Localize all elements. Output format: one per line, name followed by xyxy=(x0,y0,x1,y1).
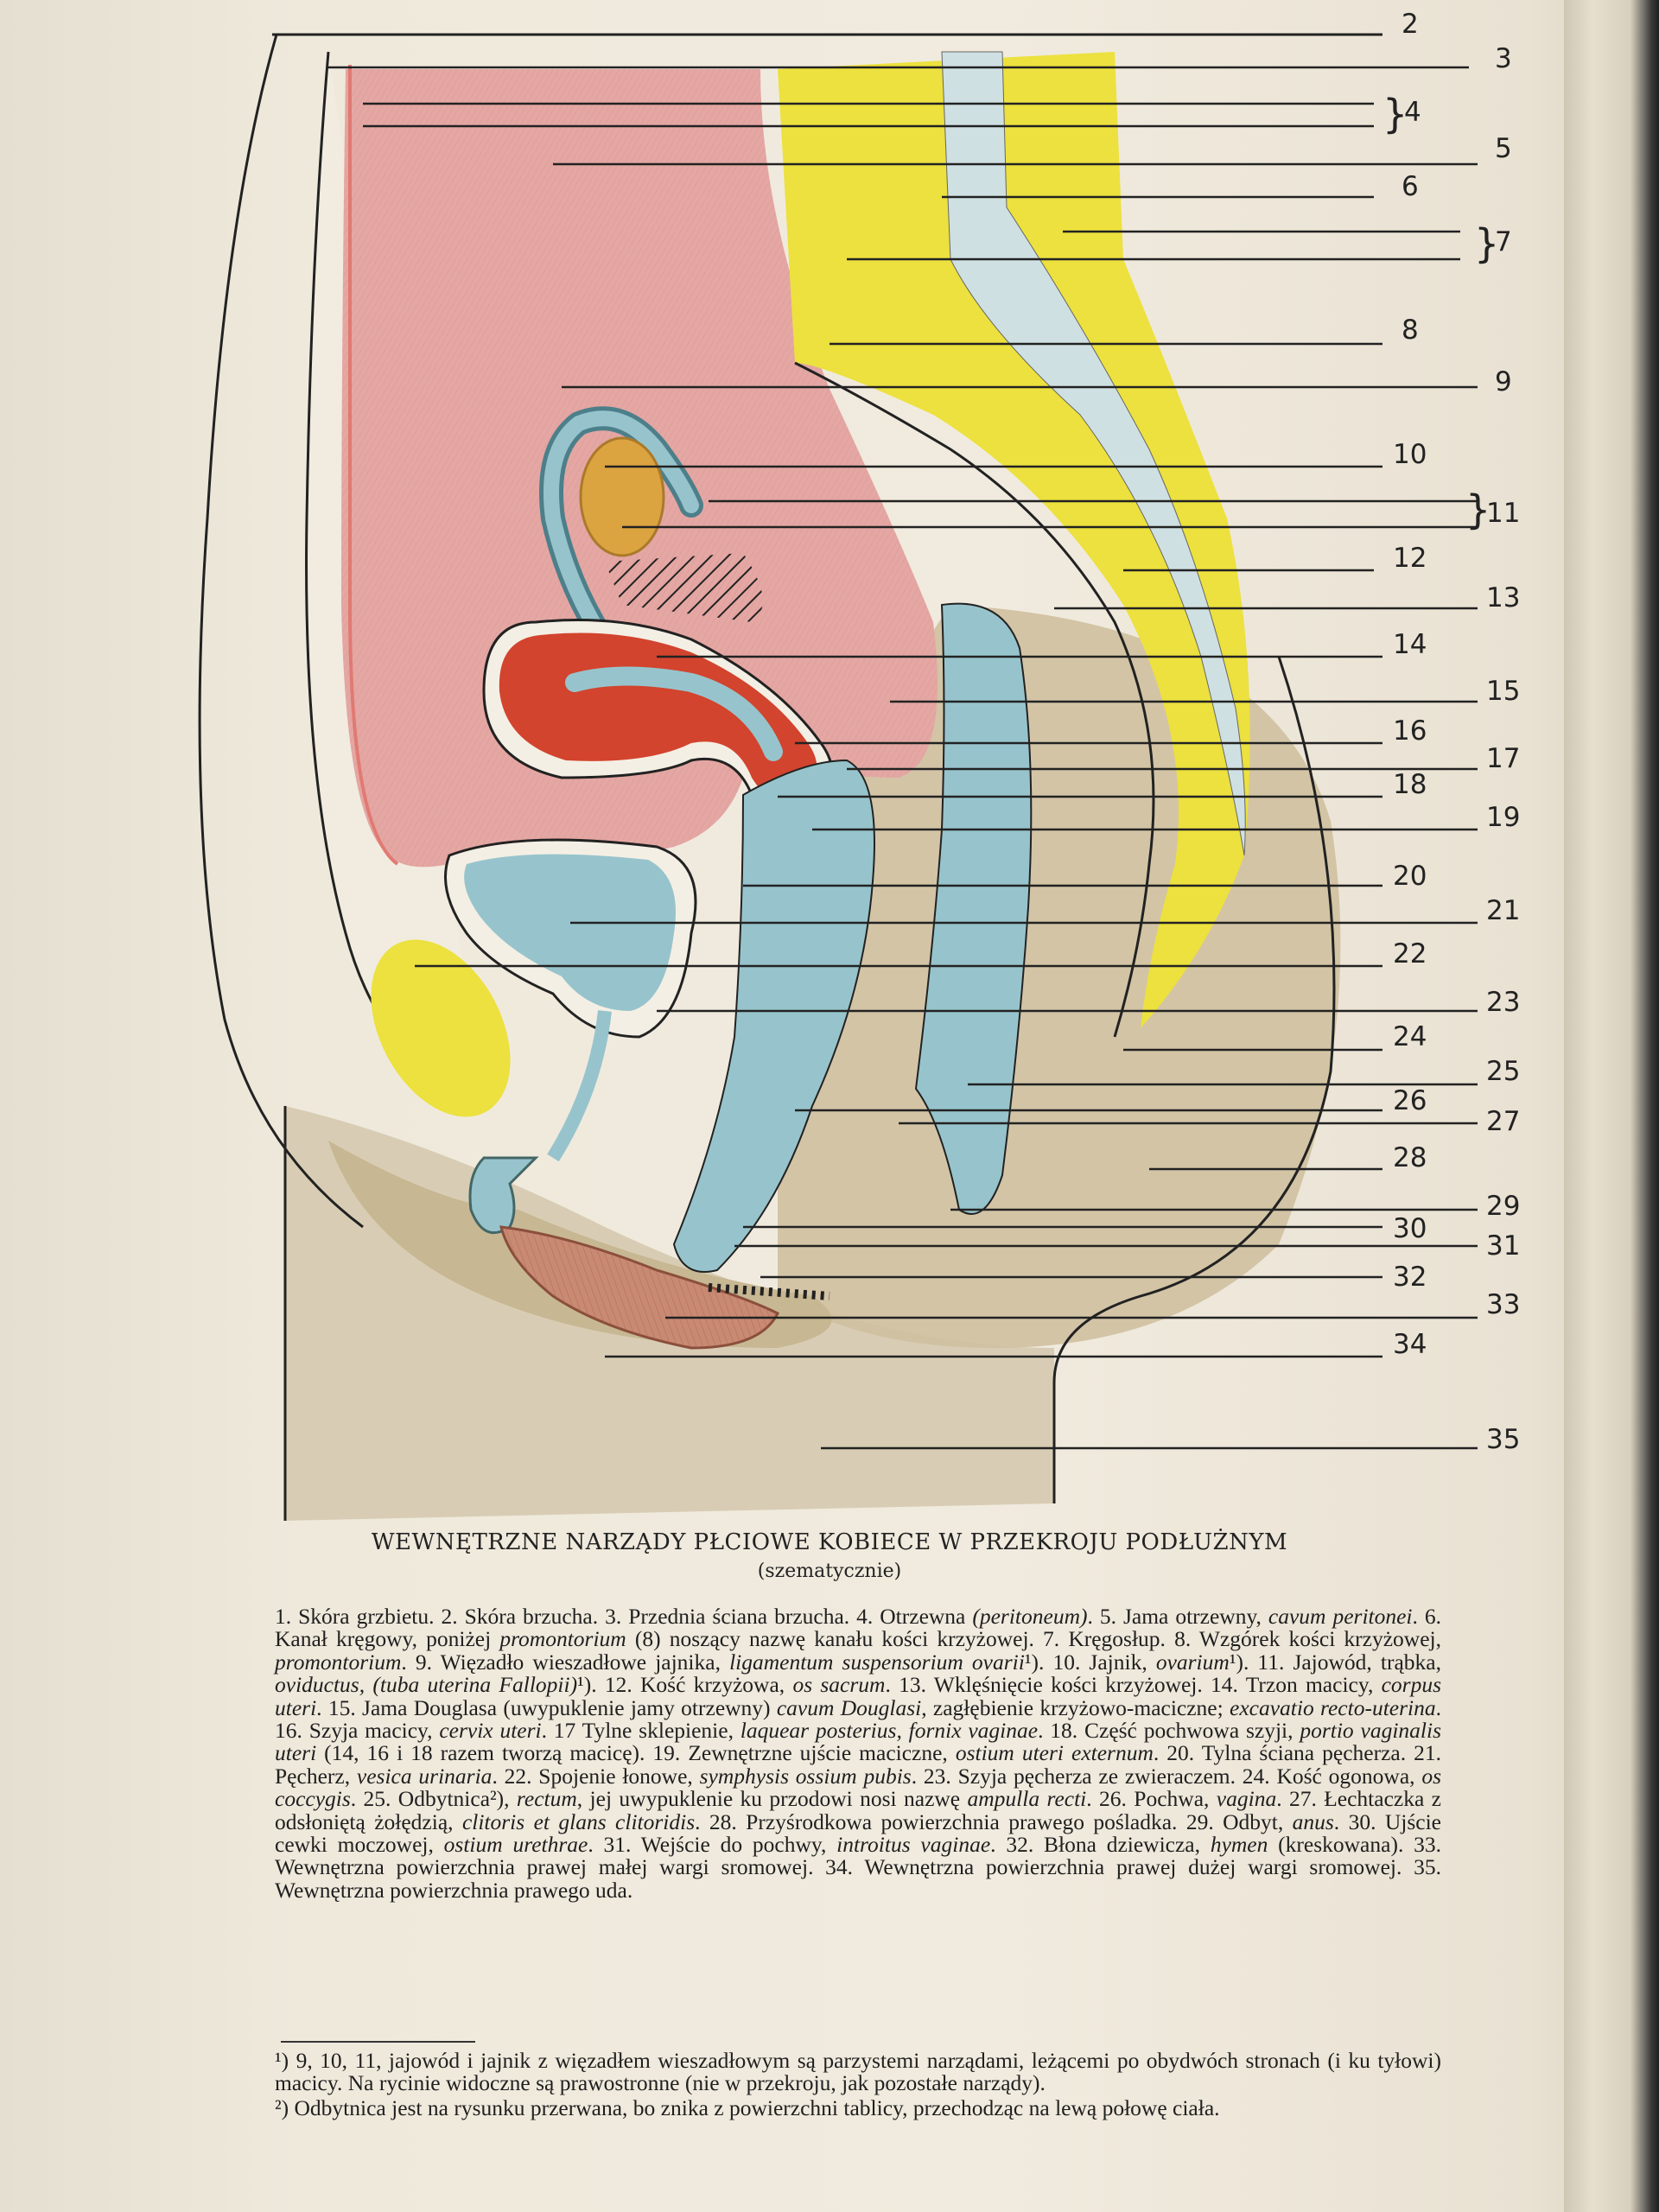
legend-latin-term: rectum xyxy=(516,1786,577,1812)
label-7: 7 xyxy=(1495,226,1512,257)
label-33: 33 xyxy=(1486,1289,1521,1320)
label-27: 27 xyxy=(1486,1106,1521,1137)
legend-latin-term: ligamentum suspensorium ovarii xyxy=(729,1649,1025,1675)
legend-text: . 18. Część pochwowa szyji, xyxy=(1038,1718,1300,1744)
legend-text: . 30. Ujście cewki moczowej, xyxy=(275,1808,1441,1858)
label-9: 9 xyxy=(1495,366,1512,397)
legend-text: . 17 Tylne sklepienie, xyxy=(541,1718,741,1744)
legend-latin-term: clitoris et glans clitoridis xyxy=(461,1808,696,1834)
label-16: 16 xyxy=(1393,715,1427,747)
legend-text: (kreskowana). 33. Wewnętrzna powierzchnia prawej małej wargi sromowej. 34. Wewnętrzna powierzchnia prawej dużej wargi sromowej. 35. Wewnętrzna powierzchnia prawego uda. xyxy=(275,1832,1441,1903)
label-14: 14 xyxy=(1393,629,1427,660)
legend-text: , jej uwypuklenie ku przodowi nosi nazwę xyxy=(576,1786,968,1812)
legend-text: . 5. Jama otrzewny, xyxy=(1087,1604,1268,1629)
legend-text: . 22. Spojenie łonowe, xyxy=(492,1763,700,1789)
footnote-1: ¹) 9, 10, 11, jajowód i jajnik z więzadłem wieszadłowym są parzystemi narządami, leżącemi po obydwóch stronach (i ku tyłowi) macicy. Na rycinie widoczne są prawostronne (nie w przekroju, jak pozostałe narządy). xyxy=(275,2048,1441,2096)
label-12: 12 xyxy=(1393,543,1427,574)
legend-text: ¹). 12. Kość krzyżowa, xyxy=(577,1672,793,1698)
legend-latin-term: laquear posterius, fornix vaginae xyxy=(740,1718,1039,1744)
label-4-brace: } xyxy=(1382,91,1408,137)
label-5: 5 xyxy=(1495,133,1512,164)
label-24: 24 xyxy=(1393,1021,1427,1052)
label-20: 20 xyxy=(1393,861,1427,892)
figure-subtitle: (szematycznie) xyxy=(757,1560,902,1582)
urethra xyxy=(553,1011,605,1158)
legend-latin-term: cavum peritonei xyxy=(1268,1604,1413,1629)
label-3: 3 xyxy=(1495,43,1512,74)
footnote-2: ²) Odbytnica jest na rysunku przerwana, bo znika z powierzchni tablicy, przechodząc na lewą połowę ciała. xyxy=(275,2094,1220,2120)
label-22: 22 xyxy=(1393,938,1427,969)
legend-text: . 27. Łechtaczka z odsłoniętą żołędzią, xyxy=(275,1786,1441,1834)
legend-latin-term: hymen xyxy=(1210,1832,1268,1858)
legend-latin-term: ostium urethrae xyxy=(443,1832,588,1858)
label-11: 11 xyxy=(1486,498,1521,529)
legend-text: . 25. Odbytnica²), xyxy=(350,1786,517,1812)
legend-text: (14, 16 i 18 razem tworzą macicę). 19. Zewnętrzne ujście maciczne, xyxy=(316,1740,956,1766)
legend-text: ¹). 11. Jajowód, trąbka, xyxy=(1229,1649,1441,1675)
label-10: 10 xyxy=(1393,439,1427,470)
legend-latin-term: introitus vaginae xyxy=(836,1832,991,1858)
label-7-brace: } xyxy=(1474,220,1500,267)
legend-text: ¹). 10. Jajnik, xyxy=(1024,1649,1156,1675)
label-4: 4 xyxy=(1404,97,1421,128)
legend-text: . 16. Szyja macicy, xyxy=(275,1694,1441,1744)
label-25: 25 xyxy=(1486,1056,1521,1087)
label-6: 6 xyxy=(1402,171,1419,202)
legend-text: . 28. Przyśrodkowa powierzchnia prawego pośladka. 29. Odbyt, xyxy=(695,1808,1293,1834)
figure-title: WEWNĘTRZNE NARZĄDY PŁCIOWE KOBIECE W PRZEKROJU PODŁUŻNYM xyxy=(371,1529,1288,1555)
legend-latin-term: (peritoneum) xyxy=(972,1604,1088,1629)
label-32: 32 xyxy=(1393,1262,1427,1293)
legend-text: . 20. Tylna ściana pęcherza. 21. Pęcherz, xyxy=(275,1740,1441,1789)
legend-latin-term: cavum Douglasi xyxy=(776,1694,922,1720)
legend-latin-term: excavatio recto-uterina xyxy=(1230,1694,1436,1720)
legend-text: . 15. Jama Douglasa (uwypuklenie jamy otrzewny) xyxy=(316,1694,777,1720)
legend-latin-term: vesica urinaria xyxy=(356,1763,493,1789)
label-23: 23 xyxy=(1486,987,1521,1018)
legend-latin-term: os sacrum xyxy=(792,1672,886,1698)
ovary xyxy=(581,438,664,556)
legend-latin-term: ostium uteri externum xyxy=(955,1740,1154,1766)
legend-text: (8) noszący nazwę kanału kości krzyżowej. 7. Kręgosłup. 8. Wzgórek kości krzyżowej, xyxy=(626,1626,1441,1652)
label-8: 8 xyxy=(1402,315,1419,346)
legend-text: . 31. Wejście do pochwy, xyxy=(588,1832,837,1858)
label-29: 29 xyxy=(1486,1191,1521,1222)
label-19: 19 xyxy=(1486,802,1521,833)
label-17: 17 xyxy=(1486,743,1521,774)
label-11-brace: } xyxy=(1465,486,1491,533)
label-35: 35 xyxy=(1486,1424,1521,1455)
figure-legend xyxy=(275,1605,1441,1902)
label-31: 31 xyxy=(1486,1230,1521,1262)
legend-latin-term: ampulla recti xyxy=(967,1786,1087,1812)
footnotes xyxy=(275,2050,1441,2121)
legend-text: . 23. Szyja pęcherza ze zwieraczem. 24. Kość ogonowa, xyxy=(911,1763,1422,1789)
label-13: 13 xyxy=(1486,582,1521,613)
legend-text: . 32. Błona dziewicza, xyxy=(990,1832,1211,1858)
legend-latin-term: portio vaginalis uteri xyxy=(275,1718,1442,1766)
legend-text: . 6. Kanał kręgowy, poniżej xyxy=(275,1604,1442,1652)
legend-latin-term: cervix uteri xyxy=(439,1718,542,1744)
label-15: 15 xyxy=(1486,676,1521,707)
legend-text: 1. Skóra grzbietu. 2. Skóra brzucha. 3. Przednia ściana brzucha. 4. Otrzewna xyxy=(275,1604,973,1629)
legend-text: , zagłębienie krzyżowo-maciczne; xyxy=(921,1694,1230,1720)
figure-labels xyxy=(1382,9,1520,1455)
legend-latin-term: os coccygis xyxy=(275,1763,1442,1812)
label-30: 30 xyxy=(1393,1213,1427,1244)
legend-latin-term: ovarium xyxy=(1155,1649,1230,1675)
label-18: 18 xyxy=(1393,769,1427,800)
label-26: 26 xyxy=(1393,1085,1427,1116)
label-21: 21 xyxy=(1486,895,1521,926)
legend-latin-term: symphysis ossium pubis xyxy=(699,1763,912,1789)
label-28: 28 xyxy=(1393,1142,1427,1173)
legend-latin-term: promontorium xyxy=(275,1649,402,1675)
legend-latin-term: oviductus, (tuba uterina Fallopii) xyxy=(275,1672,578,1698)
label-2: 2 xyxy=(1402,9,1419,40)
legend-latin-term: corpus uteri xyxy=(275,1672,1442,1720)
footnote-rule xyxy=(281,2041,475,2043)
legend-latin-term: promontorium xyxy=(499,1626,626,1652)
legend-latin-term: vagina xyxy=(1216,1786,1277,1812)
legend-latin-term: anus xyxy=(1292,1808,1334,1834)
label-34: 34 xyxy=(1393,1329,1427,1360)
legend-text: . 9. Więzadło wieszadłowe jajnika, xyxy=(401,1649,730,1675)
legend-text: . 13. Wklęśnięcie kości krzyżowej. 14. Trzon macicy, xyxy=(885,1672,1382,1698)
legend-text: . 26. Pochwa, xyxy=(1086,1786,1217,1812)
